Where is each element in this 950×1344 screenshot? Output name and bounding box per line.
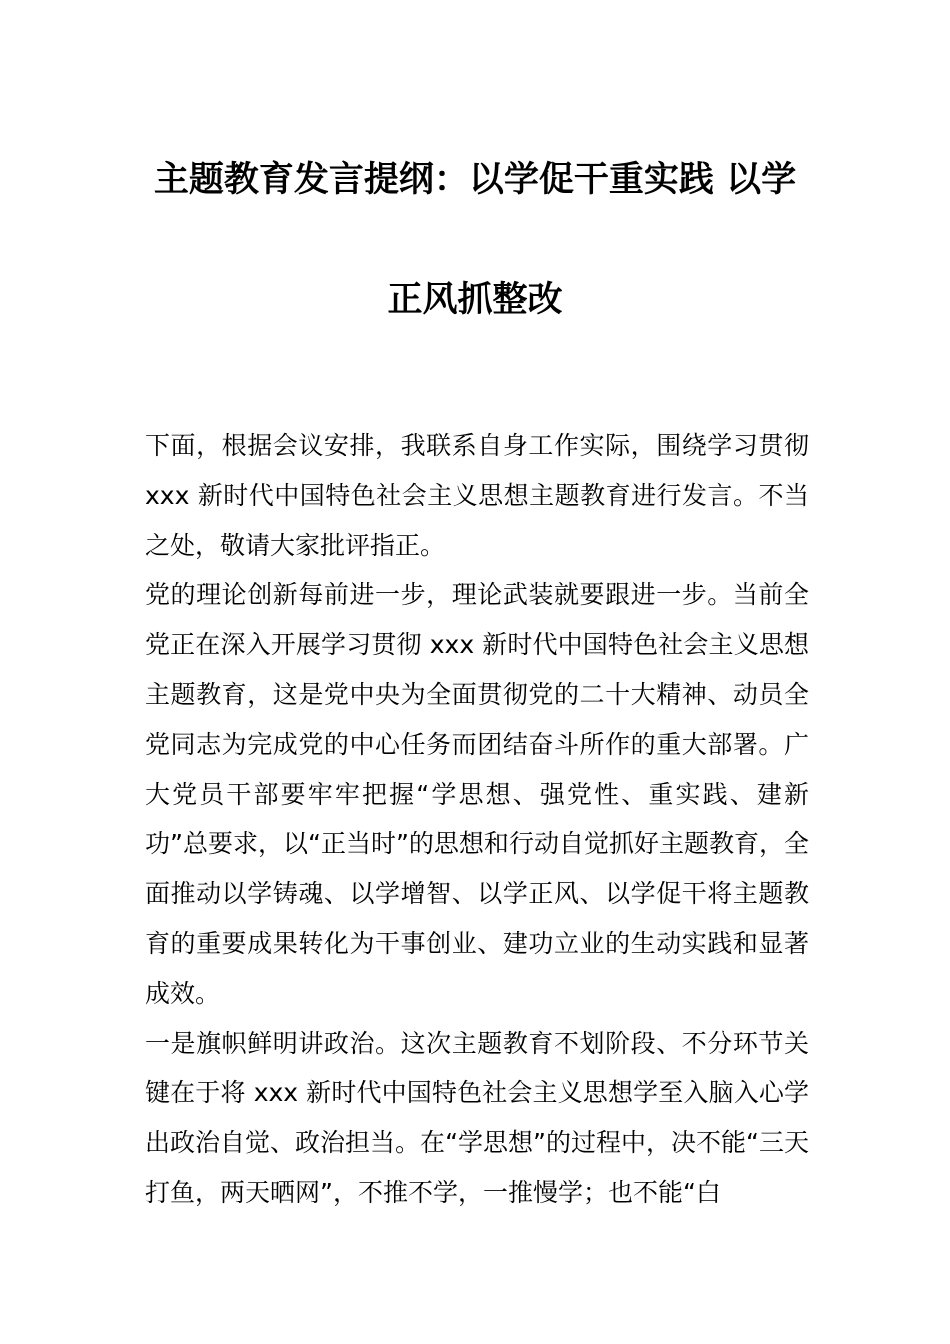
- paragraph-politics: 一是旗帜鲜明讲政治。这次主题教育不划阶段、不分环节关键在于将 xxx 新时代中国特色社会主义思想学至入脑入心学出政治自觉、政治担当。在“学思想”的过程中，决不能“三天打鱼，两天晒网”，不推不学，一推慢学；也不能“白: [145, 1028, 809, 1207]
- document-title-line-2: 正风抓整改: [387, 280, 563, 320]
- paragraph-intro: 下面，根据会议安排，我联系自身工作实际，围绕学习贯彻 xxx 新时代中国特色社会主义思想主题教育进行发言。不当之处，敬请大家批评指正。: [145, 431, 809, 560]
- document-title-line-1: 主题教育发言提纲：以学促干重实践 以学: [153, 160, 797, 200]
- document-body: [145, 421, 809, 1218]
- paragraph-theory: 党的理论创新每前进一步，理论武装就要跟进一步。当前全党正在深入开展学习贯彻 xxx 新时代中国特色社会主义思想主题教育，这是党中央为全面贯彻党的二十大精神、动员全党同志为完成党的中心任务而团结奋斗所作的重大部署。广大党员干部要牢牢把握“学思想、强党性、重实践、建新功”总要求，以“正当时”的思想和行动自觉抓好主题教育，全面推动以学铸魂、以学增智、以学正风、以学促干将主题教育的重要成果转化为干事创业、建功立业的生动实践和显著成效。: [145, 580, 809, 1008]
